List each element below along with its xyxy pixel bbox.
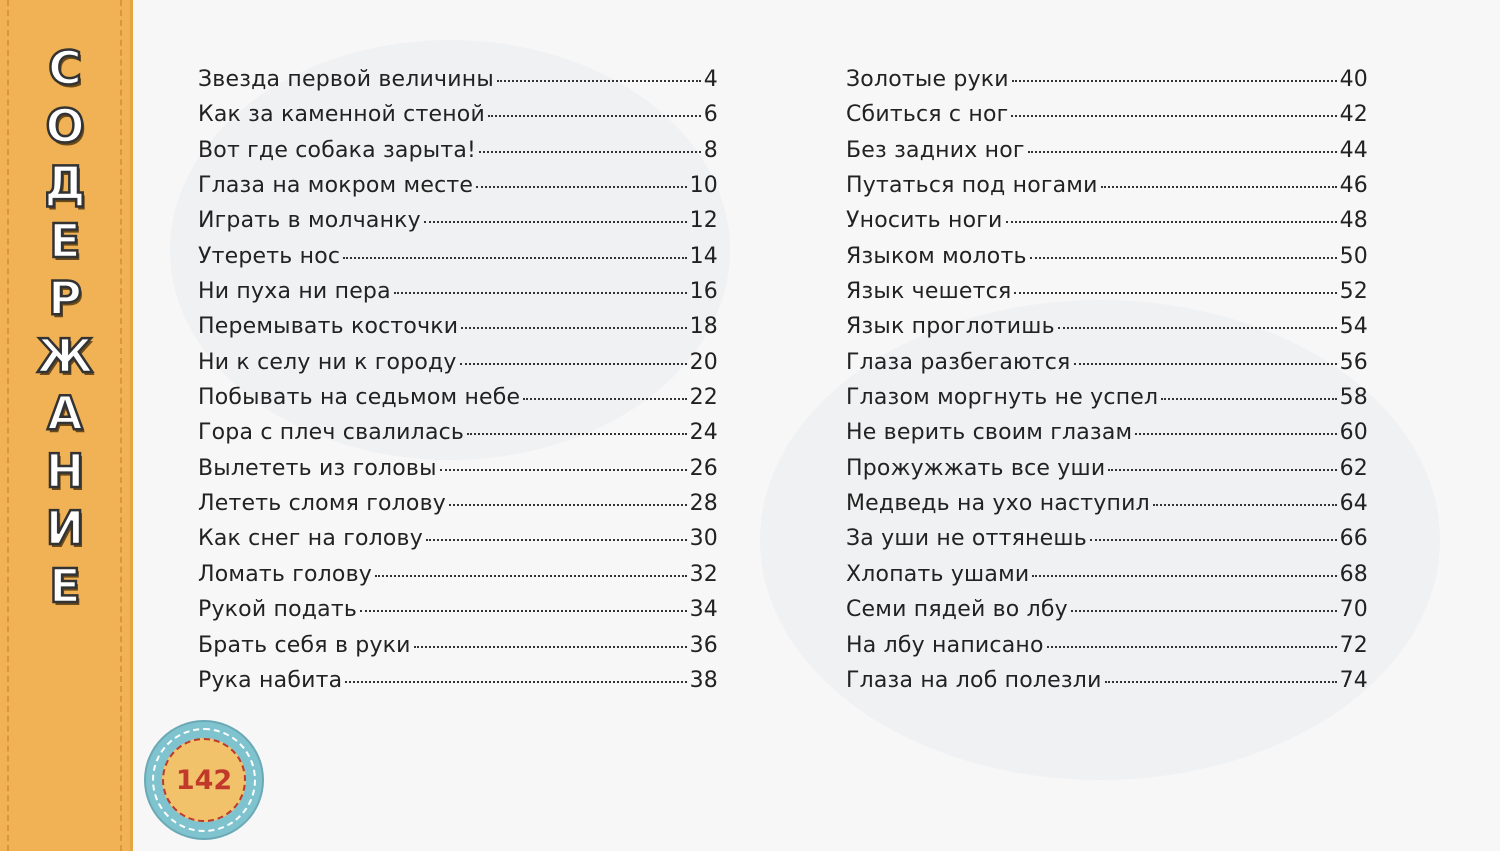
title-letter: Д — [44, 156, 86, 210]
page-number-badge — [146, 722, 262, 838]
dot-leader — [414, 646, 687, 648]
toc-entry[interactable] — [846, 597, 1368, 632]
toc-entry-page: 4 — [703, 67, 718, 92]
toc-entry-page: 60 — [1339, 420, 1368, 446]
dot-leader — [1014, 292, 1336, 294]
dot-leader — [1135, 433, 1336, 435]
dot-leader — [488, 115, 701, 117]
toc-entry-title: На лбу написано — [846, 632, 1044, 658]
toc-entry[interactable] — [846, 208, 1368, 243]
toc-entry-page: 34 — [689, 597, 718, 623]
toc-entry[interactable] — [198, 633, 718, 668]
toc-entry[interactable] — [198, 138, 718, 173]
toc-entry[interactable] — [198, 597, 718, 632]
toc-entry-page: 30 — [689, 526, 718, 552]
toc-entry-page: 16 — [689, 279, 718, 305]
toc-entry-title: Хлопать ушами — [846, 561, 1030, 587]
title-letter: Н — [45, 443, 85, 498]
toc-entry-title: Рука набита — [198, 667, 343, 693]
toc-entry-page: 68 — [1339, 561, 1368, 587]
toc-entry-title: Гора с плеч свалилась — [198, 420, 465, 446]
title-letter: Е — [49, 213, 81, 268]
toc-entry[interactable] — [846, 456, 1368, 491]
toc-entry[interactable] — [846, 562, 1368, 597]
dot-leader — [1047, 646, 1337, 648]
toc-entry-page: 74 — [1339, 667, 1368, 693]
toc-entry[interactable] — [198, 456, 718, 491]
toc-entry-page: 14 — [689, 243, 718, 269]
dot-leader — [467, 433, 687, 435]
toc-entry[interactable] — [846, 491, 1368, 526]
title-letter: А — [47, 386, 83, 440]
dot-leader — [1030, 257, 1337, 259]
toc-entry[interactable] — [198, 420, 718, 455]
dot-leader — [345, 681, 686, 683]
toc-entry-page: 72 — [1339, 632, 1368, 658]
toc-entry[interactable] — [198, 350, 718, 385]
toc-entry[interactable] — [846, 138, 1368, 173]
toc-entry-page: 42 — [1339, 102, 1368, 128]
toc-entry-page: 36 — [689, 632, 718, 658]
toc-entry-page: 50 — [1339, 243, 1368, 269]
title-letter: Е — [49, 558, 81, 613]
toc-entry-page: 52 — [1339, 279, 1368, 305]
dot-leader — [1161, 398, 1336, 400]
toc-entry[interactable] — [198, 314, 718, 349]
toc-entry[interactable] — [198, 562, 718, 597]
toc-entry[interactable] — [846, 420, 1368, 455]
toc-entry-page: 58 — [1339, 385, 1368, 411]
toc-column-left — [198, 67, 718, 703]
dot-leader — [461, 327, 686, 329]
toc-entry-title: Путаться под ногами — [846, 173, 1098, 199]
toc-entry-page: 20 — [689, 349, 718, 375]
toc-entry-title: Глаза разбегаются — [846, 349, 1071, 375]
toc-entry[interactable] — [198, 102, 718, 137]
toc-entry[interactable] — [846, 633, 1368, 668]
toc-entry-title: Сбиться с ног — [846, 102, 1009, 128]
dot-leader — [1006, 221, 1337, 223]
toc-entry-page: 54 — [1339, 314, 1368, 340]
title-letter: И — [45, 501, 85, 555]
toc-entry-page: 44 — [1339, 137, 1368, 163]
toc-entry-page: 46 — [1339, 173, 1368, 199]
toc-entry-title: Брать себя в руки — [198, 632, 411, 658]
dot-leader — [1153, 504, 1337, 506]
toc-entry-page: 64 — [1339, 491, 1368, 517]
toc-entry-title: Язык проглотишь — [846, 314, 1055, 340]
toc-entry-title: Глазом моргнуть не успел — [846, 385, 1159, 411]
toc-entry-title: Ни пуха ни пера — [198, 279, 391, 305]
toc-entry-title: Как за каменной стеной — [198, 102, 485, 128]
dot-leader — [394, 292, 687, 294]
toc-entry-page: 24 — [689, 420, 718, 446]
toc-entry-title: Языком молоть — [846, 243, 1027, 269]
toc-entry[interactable] — [846, 668, 1368, 703]
toc-entry-title: Прожужжать все уши — [846, 455, 1106, 481]
toc-entry[interactable] — [198, 491, 718, 526]
toc-entry-page: 10 — [689, 173, 718, 199]
toc-entry-title: Вылететь из головы — [198, 455, 437, 481]
toc-entry-page: 62 — [1339, 455, 1368, 481]
toc-entry-title: Как снег на голову — [198, 526, 423, 552]
toc-entry-page: 18 — [689, 314, 718, 340]
dot-leader — [497, 80, 701, 82]
toc-entry[interactable] — [846, 173, 1368, 208]
dot-leader — [1101, 186, 1337, 188]
toc-entry-title: Побывать на седьмом небе — [198, 385, 521, 411]
dot-leader — [1058, 327, 1337, 329]
toc-entry-title: Уносить ноги — [846, 208, 1003, 234]
toc-entry[interactable] — [846, 314, 1368, 349]
toc-entry[interactable] — [198, 385, 718, 420]
toc-entry-title: За уши не оттянешь — [846, 526, 1087, 552]
toc-entry-page: 8 — [703, 137, 718, 163]
title-letter: О — [45, 98, 85, 153]
dot-leader — [1032, 575, 1336, 577]
toc-entry[interactable] — [846, 526, 1368, 561]
toc-entry-page: 32 — [689, 561, 718, 587]
toc-entry-title: Семи пядей во лбу — [846, 597, 1068, 623]
toc-entry-page: 66 — [1339, 526, 1368, 552]
toc-entry-page: 56 — [1339, 349, 1368, 375]
toc-entry-title: Золотые руки — [846, 67, 1009, 92]
toc-column-right — [846, 67, 1368, 703]
dot-leader — [1108, 469, 1336, 471]
toc-entry-title: Ни к селу ни к городу — [198, 349, 457, 375]
dot-leader — [426, 539, 687, 541]
dot-leader — [1011, 115, 1336, 117]
toc-entry[interactable] — [198, 67, 718, 102]
toc-entry-page: 48 — [1339, 208, 1368, 234]
toc-entry-title: Утереть нос — [198, 243, 341, 269]
dot-leader — [375, 575, 687, 577]
toc-entry-title: Вот где собака зарыта! — [198, 137, 477, 163]
page-number: 142 — [175, 764, 233, 796]
toc-entry[interactable] — [846, 67, 1368, 102]
toc-entry[interactable] — [198, 244, 718, 279]
dot-leader — [1090, 539, 1337, 541]
toc-entry[interactable] — [846, 244, 1368, 279]
toc-entry-title: Ломать голову — [198, 561, 372, 587]
toc-entry-title: Звезда первой величины — [198, 67, 494, 92]
dot-leader — [1012, 80, 1337, 82]
dot-leader — [460, 363, 687, 365]
toc-entry-title: Без задних ног — [846, 137, 1025, 163]
dot-leader — [440, 469, 687, 471]
toc-entry[interactable] — [198, 279, 718, 314]
toc-entry-title: Глаза на мокром месте — [198, 173, 474, 199]
toc-entry-title: Медведь на ухо наступил — [846, 491, 1150, 517]
dot-leader — [1071, 610, 1337, 612]
dot-leader — [523, 398, 686, 400]
contents-title — [22, 40, 108, 615]
toc-entry[interactable] — [846, 102, 1368, 137]
dot-leader — [424, 221, 687, 223]
dot-leader — [476, 186, 686, 188]
toc-entry-page: 6 — [703, 102, 718, 128]
toc-entry-page: 12 — [689, 208, 718, 234]
dot-leader — [360, 610, 687, 612]
toc-entry[interactable] — [198, 208, 718, 243]
toc-entry-page: 40 — [1339, 67, 1368, 92]
toc-entry-page: 28 — [689, 491, 718, 517]
dot-leader — [479, 151, 701, 153]
toc-entry-page: 38 — [689, 667, 718, 693]
toc-entry-title: Не верить своим глазам — [846, 420, 1133, 446]
dot-leader — [343, 257, 686, 259]
dot-leader — [1105, 681, 1337, 683]
dot-leader — [1028, 151, 1337, 153]
toc-entry-page: 70 — [1339, 597, 1368, 623]
toc-entry-title: Глаза на лоб полезли — [846, 667, 1102, 693]
dot-leader — [1074, 363, 1337, 365]
toc-entry[interactable] — [846, 385, 1368, 420]
toc-entry[interactable] — [198, 173, 718, 208]
toc-entry[interactable] — [846, 350, 1368, 385]
toc-entry-title: Перемывать косточки — [198, 314, 459, 340]
sidebar-strip — [0, 0, 133, 851]
title-letter: С — [48, 41, 82, 95]
title-letter: Ж — [36, 328, 94, 383]
toc-entry[interactable] — [198, 668, 718, 703]
dot-leader — [449, 504, 687, 506]
toc-entry-title: Язык чешется — [846, 279, 1012, 305]
title-letter: Р — [48, 271, 82, 325]
toc-entry-title: Рукой подать — [198, 597, 358, 623]
toc-entry-page: 26 — [689, 455, 718, 481]
toc-entry[interactable] — [846, 279, 1368, 314]
toc-entry-title: Играть в молчанку — [198, 208, 421, 234]
toc-entry[interactable] — [198, 526, 718, 561]
toc-entry-page: 22 — [689, 385, 718, 411]
toc-entry-title: Лететь сломя голову — [198, 491, 446, 517]
